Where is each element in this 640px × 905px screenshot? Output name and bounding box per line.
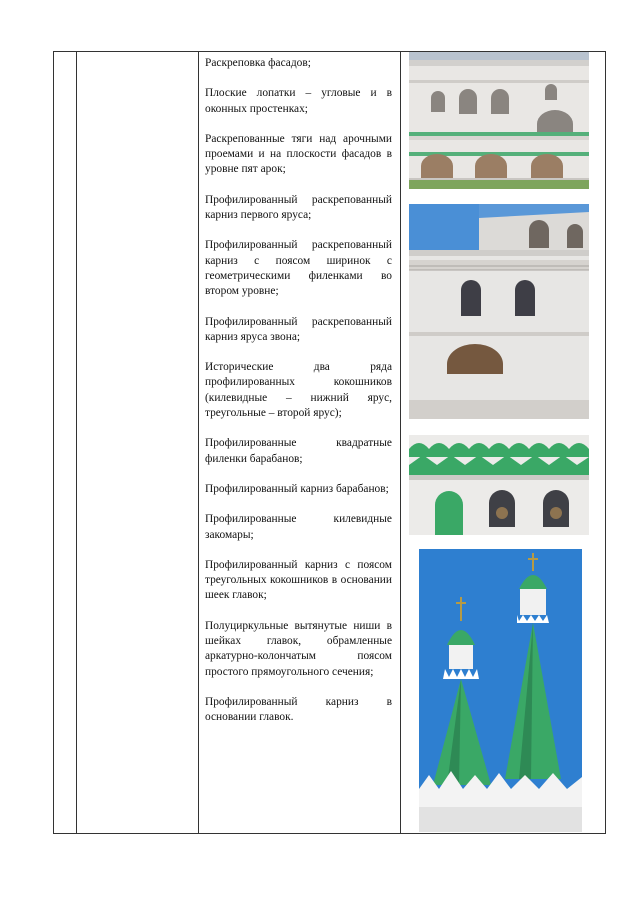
feature-item: Профилированный карниз в основании главок. — [205, 695, 392, 724]
feature-item: Плоские лопатки – угловые и в оконных простенках; — [205, 87, 392, 115]
feature-item: Профилированный карниз с поясом треугольных кокошников в основании шеек главок; — [205, 558, 392, 602]
feature-item: Профилированный раскрепованный карниз с поясом ширинок с геометрическими филенками во втором уровне; — [205, 239, 392, 298]
photo-kokoshniks-belfry — [409, 435, 589, 535]
facade-arcade-illustration — [409, 52, 589, 189]
feature-item: Профилированный раскрепованный карниз яруса звона; — [205, 315, 392, 343]
features-list — [205, 56, 392, 741]
feature-item: Полуциркульные вытянутые ниши в шейках главок, обрамленные аркатурно-колончатым поясом простого прямоугольного сечения; — [205, 619, 392, 678]
feature-item: Исторические два ряда профилированных кокошников (килевидные – нижний ярус, треугольные – второй ярус); — [205, 361, 392, 420]
domes-illustration — [419, 549, 582, 832]
photo-facade-arcade — [409, 52, 589, 189]
feature-item: Профилированный раскрепованный карниз первого яруса; — [205, 193, 392, 222]
photo-cornice-second-level — [409, 204, 589, 419]
feature-item: Профилированный карниз барабанов; — [205, 482, 389, 495]
photo-domes — [419, 549, 582, 832]
feature-item: Раскреповка фасадов; — [205, 57, 311, 69]
feature-item: Раскрепованные тяги над арочными проемами и на плоскости фасадов в уровне пят арок; — [205, 132, 392, 176]
kokoshniks-illustration — [409, 435, 589, 535]
feature-item: Профилированные квадратные филенки барабанов; — [205, 437, 392, 465]
column-divider — [400, 52, 401, 833]
cornice-illustration — [409, 204, 589, 419]
feature-item: Профилированные килевидные закомары; — [205, 513, 392, 541]
column-divider — [198, 52, 199, 833]
features-table — [53, 51, 606, 834]
column-divider — [76, 52, 77, 833]
